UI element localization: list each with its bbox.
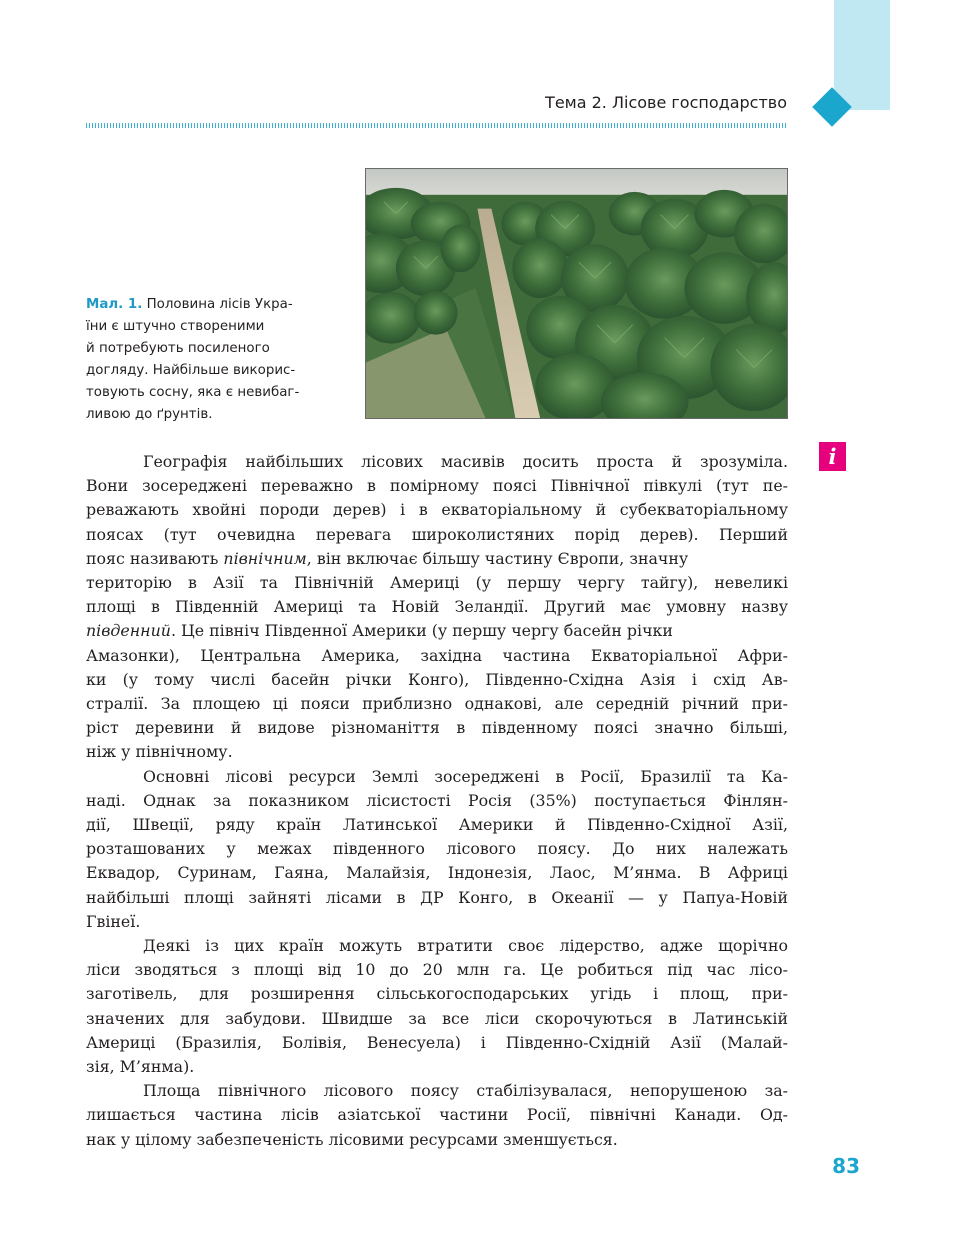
figure-caption — [86, 294, 336, 426]
text-line: Гвінеї. — [86, 911, 141, 931]
figure-label: Мал. 1. — [86, 297, 143, 312]
caption-line: ливою до ґрунтів. — [86, 407, 213, 422]
caption-line: догляду. Найбільше викорис- — [86, 363, 296, 378]
pine-plantation-photo — [365, 168, 788, 419]
text-line: Деякі із цих країн можуть втратити своє лідерство, адже щорічно — [143, 936, 788, 956]
text-line: поясах (тут очевидна перевага широколистяних порід дерев). Перший — [86, 524, 788, 544]
text-line: нак у цілому забезпеченість лісовими ресурсами зменшується. — [86, 1129, 618, 1149]
header-rule — [86, 123, 788, 128]
paragraph-2 — [86, 765, 788, 934]
text-line: Амазонки), Центральна Америка, західна частина Екваторіальної Афри- — [86, 645, 788, 665]
running-header: Тема 2. Лісове господарство — [545, 93, 787, 112]
caption-line: й потребують посиленого — [86, 341, 270, 356]
text-line: заготівель, для розширення сільськогосподарських угідь і площ, при- — [86, 984, 788, 1004]
text-line: наді. Однак за показником лісистості Росія (35%) поступається Фінлян- — [86, 790, 788, 810]
text-line: ліси зводяться з площі від 10 до 20 млн га. Це робиться під час лісо- — [86, 960, 788, 980]
paragraph-1 — [86, 450, 788, 765]
caption-line — [86, 294, 336, 316]
paragraph-4 — [86, 1079, 788, 1152]
text-line: ріст деревини й видове різноманіття в південному поясі значно більші, — [86, 718, 788, 738]
text-line: розташованих у межах південного лісового поясу. До них належать — [86, 839, 788, 859]
text-segment: , він включає більшу частину Європи, значну — [306, 548, 689, 568]
text-line: лишається частина лісів азіатської частини Росії, північні Канади. Од- — [86, 1105, 788, 1125]
italic-term: північним — [223, 548, 307, 568]
caption-line: їни є штучно створеними — [86, 319, 265, 334]
text-line: зія, М’янма). — [86, 1057, 195, 1077]
text-line: Еквадор, Суринам, Гаяна, Малайзія, Індонезія, Лаос, М’янма. В Африці — [86, 863, 788, 883]
text-line — [86, 547, 788, 571]
text-line: площі в Південній Америці та Новій Зеландії. Другий має умовну назву — [86, 597, 788, 617]
caption-text: Половина лісів Укра- — [146, 297, 293, 312]
text-line: реважають хвойні породи дерев) і в екваторіальному й субекваторіальному — [86, 500, 788, 520]
paragraph-3 — [86, 934, 788, 1079]
text-line: Вони зосереджені переважно в помірному поясі Північної півкулі (тут пе- — [86, 476, 788, 496]
info-icon: i — [819, 442, 846, 471]
main-text — [86, 450, 788, 1152]
corner-tab — [834, 0, 890, 110]
caption-line: товують сосну, яка є невибаг- — [86, 385, 300, 400]
text-line: Основні лісові ресурси Землі зосереджені в Росії, Бразилії та Ка- — [143, 766, 788, 786]
text-line: ки (у тому числі басейн річки Конго), Південно-Східна Азія і схід Ав- — [86, 669, 788, 689]
text-line: Географія найбільших лісових масивів досить проста й зрозуміла. — [143, 452, 788, 471]
text-line: найбільші площі зайняті лісами в ДР Конго, в Океанії — у Папуа-Новій — [86, 887, 788, 907]
text-line: територію в Азії та Північній Америці (у першу чергу тайгу), невеликі — [86, 573, 788, 593]
text-line: Площа північного лісового поясу стабілізувалася, непорушеною за- — [143, 1081, 788, 1101]
text-line: дії, Швеції, ряду країн Латинської Америки й Південно-Східної Азії, — [86, 815, 788, 835]
text-segment: . Це північ Південної Америки (у першу чергу басейн річки — [170, 621, 673, 641]
page-number: 83 — [832, 1154, 860, 1178]
text-line: ніж у північному. — [86, 742, 233, 762]
pine-plantation-illustration — [366, 169, 787, 418]
italic-term: південний — [86, 621, 171, 641]
text-line — [86, 619, 788, 643]
text-line: стралії. За площею ці пояси приблизно однакові, але середній річний при- — [86, 694, 788, 714]
text-line: Америці (Бразилія, Болівія, Венесуела) і Південно-Східній Азії (Малай- — [86, 1032, 788, 1052]
text-line: значених для забудови. Швидше за все ліси скорочуються в Латинській — [86, 1008, 788, 1028]
text-segment: пояс називають — [86, 548, 224, 568]
